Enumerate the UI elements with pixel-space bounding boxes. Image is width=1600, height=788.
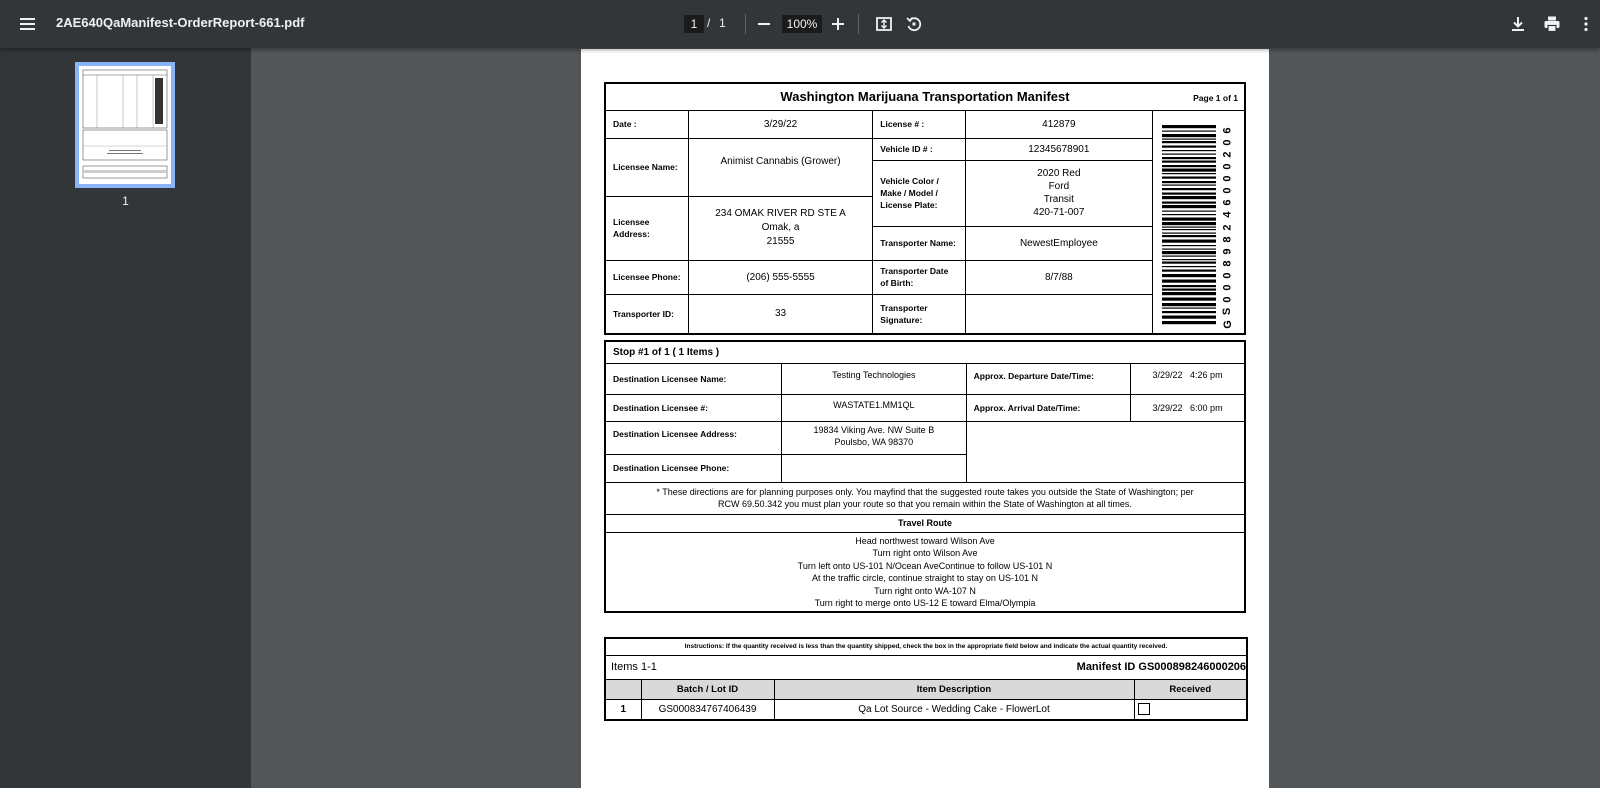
items-instructions: Instructions: If the quantity received is less than the quantity shipped, check the box in the appropriate field below and indicate the actual quantity received. bbox=[605, 638, 1247, 655]
manifest-header-table bbox=[604, 82, 1246, 335]
barcode-text bbox=[1221, 125, 1235, 330]
transporter-name-value: NewestEmployee bbox=[965, 226, 1153, 260]
licensee-phone-value: (206) 555-5555 bbox=[688, 260, 873, 294]
transporter-id-label: Transporter ID: bbox=[605, 294, 688, 334]
toolbar-divider bbox=[858, 14, 859, 34]
item-number: 1 bbox=[605, 699, 641, 720]
vehicle-color: 2020 Red bbox=[1037, 168, 1081, 179]
page-separator: / bbox=[707, 16, 711, 30]
thumbnail-sidebar bbox=[0, 48, 251, 788]
print-icon bbox=[1543, 15, 1561, 33]
dest-license-value: WASTATE1.MM1QL bbox=[782, 394, 967, 421]
departure-label: Approx. Departure Date/Time: bbox=[966, 363, 1131, 394]
download-icon bbox=[1510, 16, 1526, 32]
route-step: Turn right to merge onto US-12 E toward Elma/Olympia bbox=[814, 598, 1036, 609]
vehicle-id-label: Vehicle ID # : bbox=[873, 138, 965, 160]
col-header-description: Item Description bbox=[774, 679, 1134, 699]
barcode-char: G bbox=[1221, 319, 1234, 329]
barcode-char: 0 bbox=[1221, 139, 1234, 146]
page-total: 1 bbox=[719, 16, 726, 30]
licensee-address-value bbox=[688, 196, 873, 260]
barcode-char: 0 bbox=[1221, 187, 1234, 194]
barcode-char: 6 bbox=[1221, 126, 1234, 134]
zoom-out-button[interactable] bbox=[752, 12, 776, 36]
route-step: At the traffic circle, continue straight to stay on US-101 N bbox=[812, 573, 1038, 584]
vehicle-plate: 420-71-007 bbox=[1033, 207, 1085, 218]
barcode-char: 2 bbox=[1221, 223, 1234, 231]
rotate-button[interactable] bbox=[902, 12, 926, 36]
item-received-cell bbox=[1134, 699, 1247, 720]
item-batch-id: GS000834767406439 bbox=[641, 699, 774, 720]
manifest-id: Manifest ID GS000898246000206 bbox=[774, 655, 1247, 679]
route-disclaimer-line1: * These directions are for planning purposes only. You mayfind that the suggested route takes you outside the State of Washington; per bbox=[656, 486, 1194, 497]
toolbar-divider bbox=[745, 14, 746, 34]
zoom-in-icon bbox=[831, 17, 845, 31]
transporter-id-value: 33 bbox=[688, 294, 873, 334]
barcode-char: 2 bbox=[1221, 151, 1234, 158]
departure-value: 3/29/22 4:26 pm bbox=[1131, 363, 1245, 394]
items-table bbox=[604, 637, 1248, 721]
col-header-num bbox=[605, 679, 641, 699]
page-number-input[interactable]: 1 bbox=[684, 15, 704, 33]
barcode-cell bbox=[1153, 110, 1245, 334]
transporter-dob-value: 8/7/88 bbox=[965, 260, 1153, 294]
page-thumbnail[interactable] bbox=[75, 62, 175, 188]
stop-empty-cell bbox=[966, 421, 1245, 482]
route-step: Turn right onto Wilson Ave bbox=[872, 548, 978, 559]
dest-name-label: Destination Licensee Name: bbox=[605, 363, 782, 394]
date-value: 3/29/22 bbox=[688, 110, 873, 138]
arrival-value: 3/29/22 6:00 pm bbox=[1131, 394, 1245, 421]
licensee-address-label: Licensee Address: bbox=[605, 196, 688, 260]
menu-icon[interactable] bbox=[18, 14, 38, 34]
print-button[interactable] bbox=[1540, 12, 1564, 36]
route-disclaimer bbox=[605, 482, 1245, 514]
pdf-page bbox=[581, 49, 1269, 788]
zoom-in-button[interactable] bbox=[826, 12, 850, 36]
vehicle-id-value: 12345678901 bbox=[965, 138, 1153, 160]
item-description: Qa Lot Source - Wedding Cake - FlowerLot bbox=[774, 699, 1134, 720]
licensee-address-line3: 21555 bbox=[766, 236, 795, 247]
items-range: Items 1-1 bbox=[605, 655, 774, 679]
route-step: Turn right onto WA-107 N bbox=[874, 585, 976, 596]
route-step: Head northwest toward Wilson Ave bbox=[855, 535, 995, 546]
stop-heading: Stop #1 of 1 ( 1 Items ) bbox=[605, 341, 1245, 363]
barcode-char: 4 bbox=[1221, 211, 1234, 218]
barcode-char: 9 bbox=[1221, 248, 1234, 255]
pdf-toolbar bbox=[0, 0, 1600, 48]
dest-license-label: Destination Licensee #: bbox=[605, 394, 782, 421]
fit-page-button[interactable] bbox=[872, 12, 896, 36]
dest-name-value: Testing Technologies bbox=[782, 363, 967, 394]
barcode-char: 8 bbox=[1221, 236, 1234, 243]
more-options-button[interactable] bbox=[1574, 12, 1598, 36]
barcode-char: S bbox=[1221, 308, 1234, 316]
dest-address-line1: 19834 Viking Ave. NW Suite B bbox=[813, 424, 935, 435]
travel-route-heading: Travel Route bbox=[605, 514, 1245, 532]
thumbnail-page-label: 1 bbox=[122, 194, 129, 208]
page-of-label: Page 1 of 1 bbox=[1193, 93, 1238, 103]
dest-address-line2: Poulsbo, WA 98370 bbox=[834, 436, 914, 447]
licensee-address-line1: 234 OMAK RIVER RD STE A bbox=[715, 208, 846, 219]
thumbnail-preview-icon bbox=[79, 66, 171, 184]
vehicle-info-label: Vehicle Color / Make / Model / License Plate: bbox=[873, 160, 965, 226]
route-disclaimer-line2: RCW 69.50.342 you must plan your route so that you remain within the State of Washington at all times. bbox=[718, 499, 1132, 509]
zoom-level-input[interactable]: 100% bbox=[782, 15, 822, 33]
dest-address-label: Destination Licensee Address: bbox=[605, 421, 782, 454]
vehicle-make: Ford bbox=[1048, 181, 1070, 192]
travel-route bbox=[605, 532, 1245, 612]
vehicle-model: Transit bbox=[1043, 194, 1074, 205]
licensee-name-label: Licensee Name: bbox=[605, 138, 688, 196]
stop-table bbox=[604, 340, 1246, 613]
barcode-char: 8 bbox=[1221, 260, 1234, 267]
barcode-char: 0 bbox=[1221, 272, 1234, 279]
dest-phone-value bbox=[782, 454, 967, 482]
zoom-out-icon bbox=[757, 17, 771, 31]
manifest-title bbox=[605, 83, 1245, 110]
barcode-char: 0 bbox=[1221, 163, 1234, 170]
document-title: 2AE640QaManifest-OrderReport-661.pdf bbox=[56, 15, 305, 30]
dest-phone-label: Destination Licensee Phone: bbox=[605, 454, 782, 482]
barcode-icon bbox=[1162, 125, 1216, 325]
licensee-address-line2: Omak, a bbox=[761, 222, 800, 233]
more-vert-icon bbox=[1583, 16, 1589, 32]
table-row bbox=[605, 699, 1247, 720]
transporter-dob-label: Transporter Date of Birth: bbox=[873, 260, 965, 294]
licensee-name-value: Animist Cannabis (Grower) bbox=[688, 138, 873, 196]
barcode-char: 6 bbox=[1221, 199, 1234, 206]
arrival-label: Approx. Arrival Date/Time: bbox=[966, 394, 1131, 421]
vehicle-info-value bbox=[965, 160, 1153, 226]
rotate-icon bbox=[905, 15, 923, 33]
route-step: Turn left onto US-101 N/Ocean AveContinue to follow US-101 N bbox=[797, 560, 1053, 571]
manifest-document bbox=[604, 82, 1246, 721]
manifest-title-text: Washington Marijuana Transportation Manifest bbox=[780, 89, 1070, 105]
transporter-signature-label: Transporter Signature: bbox=[873, 294, 965, 334]
dest-address-value bbox=[782, 421, 967, 454]
download-button[interactable] bbox=[1506, 12, 1530, 36]
transporter-signature-field bbox=[965, 294, 1153, 334]
fit-page-icon bbox=[875, 15, 893, 33]
licensee-phone-label: Licensee Phone: bbox=[605, 260, 688, 294]
license-number-label: License # : bbox=[873, 110, 965, 138]
received-checkbox[interactable] bbox=[1138, 703, 1150, 715]
barcode-char: 0 bbox=[1221, 296, 1234, 303]
barcode-char: 0 bbox=[1221, 284, 1234, 291]
barcode-char: 0 bbox=[1221, 175, 1234, 182]
col-header-received: Received bbox=[1134, 679, 1247, 699]
license-number-value: 412879 bbox=[965, 110, 1153, 138]
transporter-name-label: Transporter Name: bbox=[873, 226, 965, 260]
date-label: Date : bbox=[605, 110, 688, 138]
col-header-batch: Batch / Lot ID bbox=[641, 679, 774, 699]
